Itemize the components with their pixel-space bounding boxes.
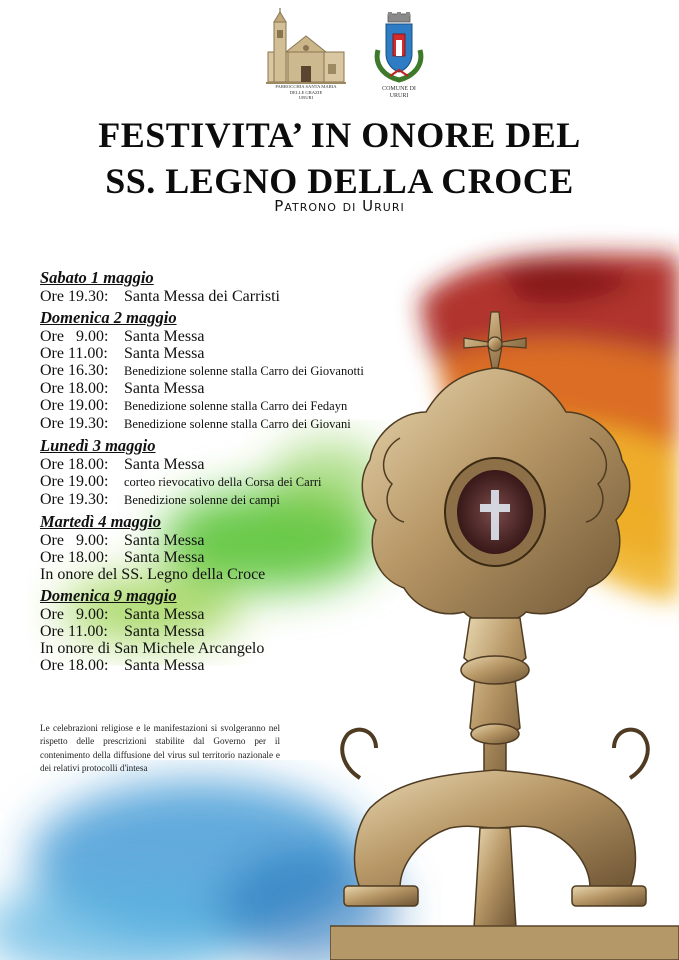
event-row (40, 623, 420, 640)
day-heading: Domenica 9 maggio (40, 586, 177, 605)
disclaimer-text: Le celebrazioni religiose e le manifestazioni si svolgeranno nel rispetto delle prescrizioni stabilite dal Governo per il contenimento della diffusione del virus sul territorio nazionale e dei relativi protocolli d'intesa (40, 723, 280, 774)
comune-logo (370, 10, 428, 110)
event-row (40, 456, 420, 473)
event-description: Santa Messa (124, 328, 205, 345)
day-heading: Martedì 4 maggio (40, 512, 162, 531)
event-time: Ore 9.00: (40, 606, 109, 623)
title-line-1: FESTIVITA’ IN ONORE DEL (98, 115, 581, 155)
day-heading: Lunedì 3 maggio (40, 436, 156, 455)
title-line-2: SS. LEGNO DELLA CROCE (105, 161, 574, 201)
event-time: Ore 19.30: (40, 288, 109, 305)
event-row (40, 606, 420, 623)
event-description: Santa Messa (124, 657, 205, 674)
event-description: Benedizione solenne stalla Carro dei Giovani (124, 417, 351, 431)
event-description: Benedizione solenne stalla Carro dei Giovanotti (124, 364, 364, 378)
event-description: Santa Messa (124, 380, 205, 397)
event-description: Santa Messa (124, 606, 205, 623)
event-description: Benedizione solenne stalla Carro dei Fedayn (124, 399, 348, 413)
event-time: Ore 19.30: (40, 491, 109, 508)
event-row (40, 491, 420, 509)
event-row (40, 657, 420, 674)
event-description: In onore di San Michele Arcangelo (40, 640, 265, 657)
event-row (40, 532, 420, 549)
event-row (40, 397, 420, 415)
event-note (40, 566, 420, 583)
event-description: Benedizione solenne dei campi (124, 493, 280, 507)
comune-caption: COMUNE DI URURI (382, 86, 416, 99)
event-description: Santa Messa dei Carristi (124, 288, 280, 305)
event-row (40, 362, 420, 380)
event-row (40, 549, 420, 566)
event-time: Ore 16.30: (40, 362, 109, 379)
event-row (40, 345, 420, 362)
day-heading: Domenica 2 maggio (40, 308, 177, 327)
subtitle-text: Patrono di Ururi (274, 197, 405, 215)
event-time: Ore 19.00: (40, 473, 109, 490)
event-description: In onore del SS. Legno della Croce (40, 566, 266, 583)
event-row (40, 288, 420, 305)
event-description: Santa Messa (124, 549, 205, 566)
event-row (40, 473, 420, 491)
event-schedule (40, 268, 420, 674)
event-time: Ore 11.00: (40, 623, 108, 640)
event-description: Santa Messa (124, 345, 205, 362)
event-row (40, 415, 420, 433)
event-time: Ore 11.00: (40, 345, 108, 362)
event-time: Ore 18.00: (40, 549, 109, 566)
parish-logo (266, 8, 346, 108)
event-time: Ore 19.30: (40, 415, 109, 432)
event-time: Ore 19.00: (40, 397, 109, 414)
coat-of-arms-icon (370, 10, 428, 86)
event-description: Santa Messa (124, 623, 205, 640)
event-description: Santa Messa (124, 456, 205, 473)
day-heading: Sabato 1 maggio (40, 268, 154, 287)
event-time: Ore 18.00: (40, 657, 109, 674)
event-row (40, 328, 420, 345)
event-time: Ore 9.00: (40, 532, 109, 549)
event-description: Santa Messa (124, 532, 205, 549)
event-note (40, 640, 420, 657)
event-time: Ore 9.00: (40, 328, 109, 345)
event-time: Ore 18.00: (40, 380, 109, 397)
event-description: corteo rievocativo della Corsa dei Carri (124, 475, 322, 489)
parish-caption: PARROCCHIA SANTA MARIA DELLE GRAZIE URURI (275, 84, 337, 101)
subtitle (0, 197, 679, 215)
church-icon (266, 8, 346, 84)
event-time: Ore 18.00: (40, 456, 109, 473)
event-row (40, 380, 420, 397)
